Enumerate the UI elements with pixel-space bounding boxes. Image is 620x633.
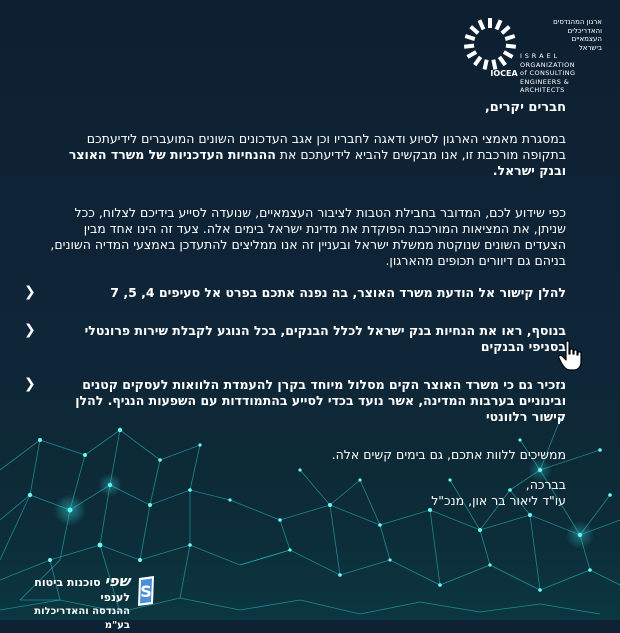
link-text[interactable]: להלן קישור אל הודעת משרד האוצר, בה נפנה אתכם בפרט אל סעיפים 4, 5, 7 xyxy=(110,285,566,300)
greeting: חברים יקרים, xyxy=(484,100,566,115)
shapi-s-icon xyxy=(136,576,156,606)
loan-fund-link[interactable] xyxy=(24,376,566,425)
chevron-left-icon: ❮ xyxy=(24,322,36,338)
intro-text: במסגרת מאמצי הארגון לסיוע ודאגה לחבריו וכן אגב העדכונים השונים המועברים לידיעתכם בתקופה מורכבת זו, אנו מבקשים להביא לידיעתכם את xyxy=(86,131,566,162)
letter-body xyxy=(24,100,566,509)
logo-eng-line: I S R A E L xyxy=(520,52,558,60)
shapi-brand: שפי xyxy=(104,572,130,590)
hand-pointer-icon xyxy=(558,340,586,372)
shapi-tagline-1: סוכנות ביטוח לענפי xyxy=(34,576,130,604)
logo-heb-line: בישראל xyxy=(578,43,602,52)
shapi-tagline-2: ההנדסה והאדריכלות בע"מ xyxy=(34,606,130,631)
iocea-sunburst-icon xyxy=(462,14,522,78)
treasury-notice-link[interactable] xyxy=(24,284,566,301)
logo-heb-line: העצמאיים xyxy=(571,35,602,43)
sign-off: בברכה, xyxy=(525,477,566,492)
logo-eng-line: ENGINEERS & ARCHITECTS xyxy=(520,77,570,94)
logo-heb-line: ארגון המהנדסים xyxy=(553,18,602,26)
logo-eng-line: ORGANIZATION xyxy=(520,60,575,69)
shapi-wordmark xyxy=(8,574,130,633)
link-text[interactable]: בנוסף, ראו את הנחיות בנק ישראל לכלל הבנקים, בכל הנוגע לקבלת שירות פרונטלי בסניפי הבנקים xyxy=(84,323,566,354)
chevron-left-icon: ❮ xyxy=(24,376,36,392)
shapi-icon-letter: S xyxy=(140,582,152,601)
context-paragraph: כפי שידוע לכם, המדובר בחבילת הטבות לציבור העצמאיים, שנועדה לסייע בידיכם לצלוח, ככל שניתן, את המציאות המורכבת הפוקדת את מדינת ישראל בימים אלה. צעד זה הינו אחד מבין הצעדים השונים שנוקטת ממשלת ישראל ובעניין זה אנו ממליצים להתעדכן באמצעי המדיה השונים, בניהם גם דיוורים תכופים מהארגון. xyxy=(50,205,566,268)
closing-line: ממשיכים ללוות אתכם, גם בימים קשים אלה. xyxy=(331,447,566,462)
chevron-left-icon: ❮ xyxy=(24,284,36,300)
bank-of-israel-link[interactable] xyxy=(24,322,566,355)
intro-bold-text: ההנחיות העדכניות של משרד האוצר ובנק ישראל. xyxy=(68,147,566,178)
signature-name: עו"ד ליאור בר און, מנכ"ל xyxy=(431,493,566,508)
shapi-insurance-logo xyxy=(8,572,158,631)
logo-acronym: IOCEA xyxy=(490,69,518,78)
logo-wordmark xyxy=(520,18,602,95)
intro-paragraph xyxy=(46,131,566,179)
logo-heb-line: והאדריכלים xyxy=(567,26,602,35)
iocea-logo xyxy=(462,14,602,94)
link-text[interactable]: נזכיר גם כי משרד האוצר הקים מסלול מיוחד בקרן להעמדת הלוואות לעסקים קטנים ובינוניים בערבות המדינה, אשר נועד בכדי לסייע בהתמודדות עם השפעות הנגיף. להלן קישור רלוונטי xyxy=(75,377,566,424)
logo-eng-line: of CONSULTING xyxy=(520,69,576,77)
